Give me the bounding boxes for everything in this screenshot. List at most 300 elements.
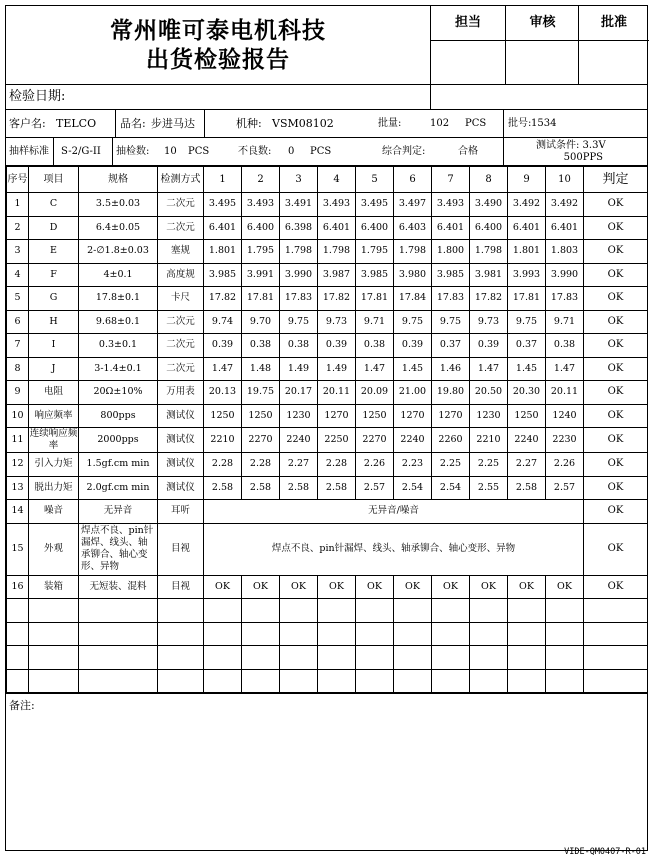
table-row bbox=[7, 476, 648, 500]
lot-qty-unit: PCS bbox=[465, 118, 487, 129]
table-row bbox=[7, 263, 648, 287]
empty-cell bbox=[79, 599, 158, 623]
sample-value: 6.401 bbox=[204, 216, 242, 240]
empty-cell bbox=[242, 599, 280, 623]
empty-cell bbox=[584, 599, 648, 623]
empty-cell bbox=[394, 669, 432, 693]
row-no: 5 bbox=[7, 287, 29, 311]
col-sample-9: 9 bbox=[508, 167, 546, 193]
sample-value: 0.39 bbox=[204, 334, 242, 358]
empty-cell bbox=[546, 669, 584, 693]
row-item: 引入力矩 bbox=[29, 453, 79, 477]
table-row bbox=[7, 193, 648, 217]
sample-value: 9.74 bbox=[204, 310, 242, 334]
row-item: D bbox=[29, 216, 79, 240]
row-judge: OK bbox=[584, 263, 648, 287]
empty-cell bbox=[584, 669, 648, 693]
sample-value: 1270 bbox=[318, 404, 356, 428]
row-spec: 3.5±0.03 bbox=[79, 193, 158, 217]
sample-value: 2210 bbox=[204, 428, 242, 453]
row-method: 二次元 bbox=[158, 216, 204, 240]
report-name: 出货检验报告 bbox=[146, 46, 290, 73]
row-judge: OK bbox=[584, 357, 648, 381]
empty-cell bbox=[204, 669, 242, 693]
sample-value: 1.46 bbox=[432, 357, 470, 381]
sample-value: 3.497 bbox=[394, 193, 432, 217]
col-judge: 判定 bbox=[584, 167, 648, 193]
sample-value: 9.73 bbox=[318, 310, 356, 334]
empty-cell bbox=[432, 622, 470, 646]
empty-row bbox=[7, 669, 648, 693]
sample-value: 0.38 bbox=[280, 334, 318, 358]
row-item: 响应频率 bbox=[29, 404, 79, 428]
sample-value: 1.798 bbox=[470, 240, 508, 264]
empty-cell bbox=[204, 622, 242, 646]
sample-value: OK bbox=[508, 575, 546, 599]
signoff-block bbox=[430, 6, 648, 84]
sample-value: 0.38 bbox=[356, 334, 394, 358]
sample-value: 3.990 bbox=[546, 263, 584, 287]
empty-cell bbox=[432, 646, 470, 670]
col-sample-8: 8 bbox=[470, 167, 508, 193]
empty-cell bbox=[280, 622, 318, 646]
lot-qty-label: 批量: bbox=[378, 118, 402, 129]
row-method: 卡尺 bbox=[158, 287, 204, 311]
sample-value: 1270 bbox=[394, 404, 432, 428]
sample-value: 1250 bbox=[356, 404, 394, 428]
product-value: 步进马达 bbox=[151, 117, 195, 130]
sample-value: 1.798 bbox=[318, 240, 356, 264]
row-no: 12 bbox=[7, 453, 29, 477]
sample-value: 2.58 bbox=[508, 476, 546, 500]
sample-qty-label: 抽检数: bbox=[116, 146, 150, 157]
row-item: 噪音 bbox=[29, 500, 79, 524]
sample-value: 1.49 bbox=[318, 357, 356, 381]
row-judge: OK bbox=[584, 523, 648, 575]
sample-value: 0.39 bbox=[470, 334, 508, 358]
row-method: 目视 bbox=[158, 575, 204, 599]
sample-value: 9.75 bbox=[508, 310, 546, 334]
sample-value: OK bbox=[356, 575, 394, 599]
sample-value: 9.73 bbox=[470, 310, 508, 334]
row-method: 万用表 bbox=[158, 381, 204, 405]
table-row bbox=[7, 453, 648, 477]
sample-value: 0.39 bbox=[394, 334, 432, 358]
empty-cell bbox=[29, 669, 79, 693]
empty-cell bbox=[29, 622, 79, 646]
sample-value: 2.58 bbox=[280, 476, 318, 500]
table-row bbox=[7, 404, 648, 428]
sample-value: 6.401 bbox=[318, 216, 356, 240]
row-no: 15 bbox=[7, 523, 29, 575]
sample-value: OK bbox=[280, 575, 318, 599]
row-item: C bbox=[29, 193, 79, 217]
sample-value: 1.45 bbox=[394, 357, 432, 381]
sample-value: 2.23 bbox=[394, 453, 432, 477]
sample-value: 21.00 bbox=[394, 381, 432, 405]
row-method: 测试仪 bbox=[158, 428, 204, 453]
signoff-review bbox=[505, 6, 579, 84]
row-item: E bbox=[29, 240, 79, 264]
row-no: 6 bbox=[7, 310, 29, 334]
row-spec: 无短装、混料 bbox=[79, 575, 158, 599]
signoff-approve bbox=[578, 6, 649, 84]
row-judge: OK bbox=[584, 500, 648, 524]
row-method: 塞规 bbox=[158, 240, 204, 264]
sample-value: 17.84 bbox=[394, 287, 432, 311]
empty-cell bbox=[7, 646, 29, 670]
empty-cell bbox=[158, 669, 204, 693]
info-row-1 bbox=[6, 110, 647, 138]
sample-value: 1230 bbox=[280, 404, 318, 428]
empty-row bbox=[7, 599, 648, 623]
sample-value: 17.81 bbox=[508, 287, 546, 311]
sample-value: 17.81 bbox=[356, 287, 394, 311]
sample-value: 1.795 bbox=[356, 240, 394, 264]
sample-value: 3.991 bbox=[242, 263, 280, 287]
empty-cell bbox=[242, 669, 280, 693]
sample-value: 2270 bbox=[356, 428, 394, 453]
row-no: 4 bbox=[7, 263, 29, 287]
row-judge: OK bbox=[584, 334, 648, 358]
table-row bbox=[7, 575, 648, 599]
row-no: 1 bbox=[7, 193, 29, 217]
row-judge: OK bbox=[584, 287, 648, 311]
signoff-charge bbox=[431, 6, 505, 84]
sample-value: 20.17 bbox=[280, 381, 318, 405]
row-item: F bbox=[29, 263, 79, 287]
sample-value: 3.985 bbox=[432, 263, 470, 287]
row-method: 高度规 bbox=[158, 263, 204, 287]
sample-value: OK bbox=[394, 575, 432, 599]
sample-value: 2270 bbox=[242, 428, 280, 453]
empty-cell bbox=[470, 669, 508, 693]
row-no: 2 bbox=[7, 216, 29, 240]
empty-cell bbox=[470, 622, 508, 646]
row-method: 测试仪 bbox=[158, 404, 204, 428]
sample-value: 17.83 bbox=[432, 287, 470, 311]
sample-value: 9.75 bbox=[432, 310, 470, 334]
sample-value: 1250 bbox=[508, 404, 546, 428]
empty-cell bbox=[508, 646, 546, 670]
sample-value: 20.30 bbox=[508, 381, 546, 405]
empty-cell bbox=[508, 599, 546, 623]
sample-value: 3.987 bbox=[318, 263, 356, 287]
row-item: H bbox=[29, 310, 79, 334]
product-label: 品名: bbox=[120, 117, 146, 130]
empty-cell bbox=[29, 646, 79, 670]
empty-cell bbox=[584, 646, 648, 670]
row-no: 16 bbox=[7, 575, 29, 599]
sample-value: 17.82 bbox=[318, 287, 356, 311]
empty-cell bbox=[158, 599, 204, 623]
row-judge: OK bbox=[584, 476, 648, 500]
row-item: 电阻 bbox=[29, 381, 79, 405]
sample-value: 3.495 bbox=[204, 193, 242, 217]
row-item: I bbox=[29, 334, 79, 358]
empty-cell bbox=[546, 599, 584, 623]
table-row bbox=[7, 310, 648, 334]
col-sample-4: 4 bbox=[318, 167, 356, 193]
row-judge: OK bbox=[584, 404, 648, 428]
empty-row bbox=[7, 622, 648, 646]
company-name: 常州唯可泰电机科技 bbox=[110, 17, 326, 44]
row-judge: OK bbox=[584, 193, 648, 217]
row-no: 10 bbox=[7, 404, 29, 428]
sample-value: 0.39 bbox=[318, 334, 356, 358]
empty-cell bbox=[432, 669, 470, 693]
sample-value: 6.400 bbox=[470, 216, 508, 240]
row-spec: 2000pps bbox=[79, 428, 158, 453]
sample-value: 2.27 bbox=[508, 453, 546, 477]
row-judge: OK bbox=[584, 310, 648, 334]
sample-value: 17.81 bbox=[242, 287, 280, 311]
model-value: VSM08102 bbox=[272, 117, 334, 130]
sample-value: 2.57 bbox=[356, 476, 394, 500]
defect-qty-label: 不良数: bbox=[238, 146, 272, 157]
row-item: G bbox=[29, 287, 79, 311]
sample-value: 6.401 bbox=[432, 216, 470, 240]
sample-value: 17.82 bbox=[204, 287, 242, 311]
row-method: 二次元 bbox=[158, 334, 204, 358]
empty-cell bbox=[508, 669, 546, 693]
sample-value: 1.798 bbox=[280, 240, 318, 264]
row-item: J bbox=[29, 357, 79, 381]
sample-value: 1.798 bbox=[394, 240, 432, 264]
sample-value: 9.75 bbox=[394, 310, 432, 334]
empty-cell bbox=[356, 646, 394, 670]
remarks-area bbox=[6, 693, 647, 850]
row-method: 目视 bbox=[158, 523, 204, 575]
sample-value: 3.492 bbox=[546, 193, 584, 217]
row-spec: 4±0.1 bbox=[79, 263, 158, 287]
empty-cell bbox=[356, 669, 394, 693]
sample-value: 2230 bbox=[546, 428, 584, 453]
empty-cell bbox=[204, 599, 242, 623]
empty-row bbox=[7, 646, 648, 670]
sample-value: 2260 bbox=[432, 428, 470, 453]
sample-value: 3.491 bbox=[280, 193, 318, 217]
sample-value: 1250 bbox=[242, 404, 280, 428]
inspection-table bbox=[6, 166, 648, 693]
model-label: 机种: bbox=[236, 117, 262, 130]
row-spec: 焊点不良、pin针漏焊、线头、轴承铆合、轴心变形、异物 bbox=[79, 523, 158, 575]
sample-value: 20.09 bbox=[356, 381, 394, 405]
row-method: 二次元 bbox=[158, 310, 204, 334]
lot-qty-value: 102 bbox=[430, 118, 450, 129]
sample-value: 9.75 bbox=[280, 310, 318, 334]
row-spec: 2-∅1.8±0.03 bbox=[79, 240, 158, 264]
table-row bbox=[7, 523, 648, 575]
sample-value: 2.58 bbox=[242, 476, 280, 500]
sample-value: 6.401 bbox=[546, 216, 584, 240]
sample-value: 3.985 bbox=[356, 263, 394, 287]
empty-cell bbox=[242, 622, 280, 646]
sample-value: OK bbox=[432, 575, 470, 599]
row-no: 14 bbox=[7, 500, 29, 524]
empty-cell bbox=[470, 646, 508, 670]
sample-value: 3.980 bbox=[394, 263, 432, 287]
row-judge: OK bbox=[584, 453, 648, 477]
sample-value: 1.45 bbox=[508, 357, 546, 381]
empty-cell bbox=[318, 669, 356, 693]
empty-cell bbox=[7, 622, 29, 646]
empty-cell bbox=[470, 599, 508, 623]
sample-value: 3.993 bbox=[508, 263, 546, 287]
row-spec: 6.4±0.05 bbox=[79, 216, 158, 240]
sample-value: 1.48 bbox=[242, 357, 280, 381]
sample-value: 1250 bbox=[204, 404, 242, 428]
table-row bbox=[7, 334, 648, 358]
empty-cell bbox=[584, 622, 648, 646]
sample-value: 6.403 bbox=[394, 216, 432, 240]
empty-cell bbox=[79, 646, 158, 670]
sample-value: 2.27 bbox=[280, 453, 318, 477]
sample-value: 3.990 bbox=[280, 263, 318, 287]
sample-value: 17.82 bbox=[470, 287, 508, 311]
row-spec: 0.3±0.1 bbox=[79, 334, 158, 358]
sample-value: 1.47 bbox=[546, 357, 584, 381]
row-spec: 3-1.4±0.1 bbox=[79, 357, 158, 381]
sample-value: 6.400 bbox=[242, 216, 280, 240]
row-method: 测试仪 bbox=[158, 453, 204, 477]
sample-value: 3.985 bbox=[204, 263, 242, 287]
col-sample-7: 7 bbox=[432, 167, 470, 193]
defect-qty-unit: PCS bbox=[310, 146, 332, 157]
empty-cell bbox=[394, 622, 432, 646]
col-sample-10: 10 bbox=[546, 167, 584, 193]
sample-value: 0.37 bbox=[508, 334, 546, 358]
sample-value: 1240 bbox=[546, 404, 584, 428]
sample-value: 9.71 bbox=[546, 310, 584, 334]
sample-value: 2240 bbox=[394, 428, 432, 453]
sample-value: 1.803 bbox=[546, 240, 584, 264]
table-header-row bbox=[7, 167, 648, 193]
empty-cell bbox=[318, 646, 356, 670]
table-row bbox=[7, 428, 648, 453]
sample-value: 2.58 bbox=[318, 476, 356, 500]
overall-label: 综合判定: bbox=[382, 146, 426, 157]
sample-value: OK bbox=[546, 575, 584, 599]
row-judge: OK bbox=[584, 381, 648, 405]
batch-label: 批号: bbox=[508, 118, 532, 129]
empty-cell bbox=[356, 599, 394, 623]
sample-value: 20.11 bbox=[546, 381, 584, 405]
sample-qty-value: 10 bbox=[164, 146, 177, 157]
row-result: 焊点不良、pin针漏焊、线头、轴承铆合、轴心变形、异物 bbox=[204, 523, 584, 575]
signoff-review-label: 审核 bbox=[506, 6, 579, 41]
info-row-2 bbox=[6, 138, 647, 166]
sample-value: 2.25 bbox=[432, 453, 470, 477]
customer-label: 客户名: bbox=[9, 117, 46, 130]
sample-value: OK bbox=[204, 575, 242, 599]
sample-value: 0.38 bbox=[242, 334, 280, 358]
batch-value: 1534 bbox=[531, 118, 557, 129]
table-row bbox=[7, 357, 648, 381]
table-row bbox=[7, 240, 648, 264]
row-spec: 20Ω±10% bbox=[79, 381, 158, 405]
col-spec: 规格 bbox=[79, 167, 158, 193]
sample-value: 2.54 bbox=[432, 476, 470, 500]
empty-cell bbox=[242, 646, 280, 670]
inspection-date-label: 检验日期: bbox=[6, 85, 647, 110]
empty-cell bbox=[280, 599, 318, 623]
empty-cell bbox=[204, 646, 242, 670]
inspection-report-form bbox=[5, 5, 648, 851]
sample-value: 2.28 bbox=[318, 453, 356, 477]
sample-value: 1.800 bbox=[432, 240, 470, 264]
sample-value: 2250 bbox=[318, 428, 356, 453]
sample-value: 2.25 bbox=[470, 453, 508, 477]
empty-cell bbox=[79, 669, 158, 693]
row-no: 7 bbox=[7, 334, 29, 358]
report-title bbox=[6, 16, 430, 74]
row-item: 脱出力矩 bbox=[29, 476, 79, 500]
row-spec: 9.68±0.1 bbox=[79, 310, 158, 334]
empty-cell bbox=[318, 599, 356, 623]
row-judge: OK bbox=[584, 575, 648, 599]
empty-cell bbox=[7, 599, 29, 623]
empty-cell bbox=[394, 599, 432, 623]
row-method: 二次元 bbox=[158, 357, 204, 381]
empty-cell bbox=[158, 622, 204, 646]
row-spec: 2.0gf.cm min bbox=[79, 476, 158, 500]
sample-value: 1270 bbox=[432, 404, 470, 428]
sample-value: 19.80 bbox=[432, 381, 470, 405]
row-item: 外观 bbox=[29, 523, 79, 575]
sample-value: 20.50 bbox=[470, 381, 508, 405]
row-judge: OK bbox=[584, 240, 648, 264]
sampling-std-label: 抽样标准 bbox=[9, 146, 49, 157]
row-spec: 1.5gf.cm min bbox=[79, 453, 158, 477]
empty-cell bbox=[546, 622, 584, 646]
sample-value: 3.981 bbox=[470, 263, 508, 287]
sample-value: OK bbox=[470, 575, 508, 599]
sample-value: 17.83 bbox=[546, 287, 584, 311]
sample-value: 1.49 bbox=[280, 357, 318, 381]
overall-value: 合格 bbox=[458, 146, 478, 157]
sample-value: 2.26 bbox=[356, 453, 394, 477]
sample-value: 0.37 bbox=[432, 334, 470, 358]
sample-value: 9.70 bbox=[242, 310, 280, 334]
sample-value: 6.400 bbox=[356, 216, 394, 240]
sample-value: 6.401 bbox=[508, 216, 546, 240]
sample-value: 3.493 bbox=[242, 193, 280, 217]
empty-cell bbox=[432, 599, 470, 623]
customer-value: TELCO bbox=[56, 117, 97, 130]
sample-value: 9.71 bbox=[356, 310, 394, 334]
remarks-label: 备注: bbox=[9, 699, 35, 712]
row-spec: 无异音 bbox=[79, 500, 158, 524]
signoff-approve-label: 批准 bbox=[579, 6, 649, 41]
sample-value: 2.54 bbox=[394, 476, 432, 500]
table-row bbox=[7, 216, 648, 240]
sample-qty-unit: PCS bbox=[188, 146, 210, 157]
sample-value: 19.75 bbox=[242, 381, 280, 405]
sample-value: OK bbox=[242, 575, 280, 599]
sample-value: 2240 bbox=[280, 428, 318, 453]
document-code: VIDE-QM0407-R-01 bbox=[564, 847, 646, 857]
empty-cell bbox=[158, 646, 204, 670]
sample-value: 3.492 bbox=[508, 193, 546, 217]
table-row bbox=[7, 381, 648, 405]
empty-cell bbox=[394, 646, 432, 670]
row-no: 13 bbox=[7, 476, 29, 500]
row-result: 无异音/噪音 bbox=[204, 500, 584, 524]
sample-value: 17.83 bbox=[280, 287, 318, 311]
sample-value: 3.490 bbox=[470, 193, 508, 217]
test-condition: 测试条件: 3.3V 500PPS bbox=[536, 140, 606, 163]
